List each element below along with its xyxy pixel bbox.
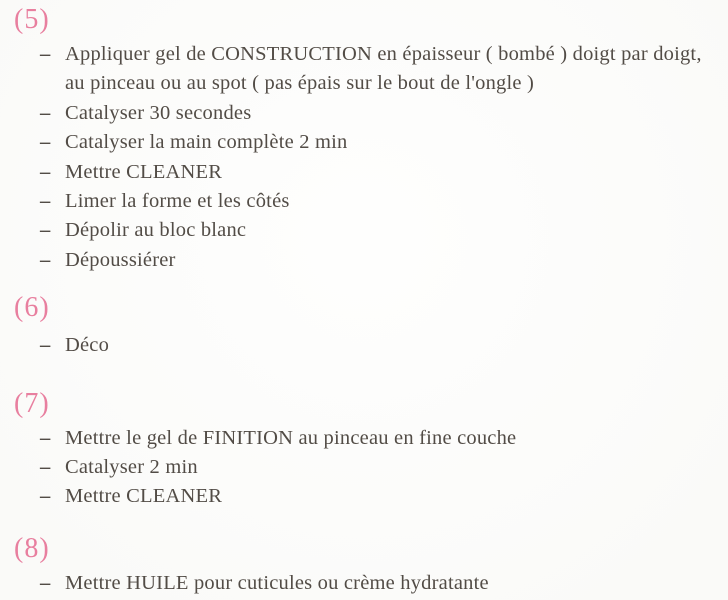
instruction-item [0,40,728,99]
instruction-section [0,293,728,360]
instruction-item [0,569,728,598]
instruction-text: Dépoussiérer [65,248,176,271]
dash-bullet: – [40,485,51,508]
instruction-item [0,158,728,187]
instruction-item [0,99,728,128]
instruction-text: Mettre le gel de FINITION au pinceau en fine couche [65,426,517,449]
instruction-text: Catalyser 30 secondes [65,101,252,124]
section-number: (8) [14,532,50,564]
instruction-item [0,331,728,360]
instruction-text: Catalyser 2 min [65,456,198,479]
dash-bullet: – [40,190,51,213]
section-number: (7) [14,387,50,419]
instruction-item [0,216,728,245]
dash-bullet: – [40,248,51,271]
instruction-text: Catalyser la main complète 2 min [65,131,348,154]
dash-bullet: – [40,43,51,65]
dash-bullet: – [40,101,51,124]
instruction-text: Mettre HUILE pour cuticules ou crème hydratante [65,571,489,594]
instruction-text: Déco [65,334,110,357]
instruction-item [0,246,728,275]
instruction-item [0,424,728,453]
instruction-section [0,389,728,512]
instruction-list [0,569,728,598]
instruction-list [0,424,728,512]
instruction-text: Mettre CLEANER [65,485,223,508]
dash-bullet: – [40,160,51,183]
dash-bullet: – [40,219,51,242]
instruction-item [0,187,728,216]
instruction-item [0,453,728,482]
instruction-text: Appliquer gel de CONSTRUCTION en épaisseur ( bombé ) doigt par doigt, au pinceau ou au spot ( pas épais sur le bout de l'ongle ) [65,43,702,95]
dash-bullet: – [40,334,51,357]
instruction-text: Mettre CLEANER [65,160,223,183]
instruction-section [0,534,728,598]
instruction-list [0,40,728,275]
dash-bullet: – [40,426,51,449]
dash-bullet: – [40,131,51,154]
instruction-list [0,331,728,360]
dash-bullet: – [40,456,51,479]
instruction-text: Dépolir au bloc blanc [65,219,247,242]
section-number: (5) [14,4,50,35]
section-number: (6) [14,292,50,324]
dash-bullet: – [40,571,51,594]
instruction-item [0,128,728,157]
instruction-text: Limer la forme et les côtés [65,190,290,213]
instruction-section [0,5,728,275]
instruction-item [0,482,728,511]
